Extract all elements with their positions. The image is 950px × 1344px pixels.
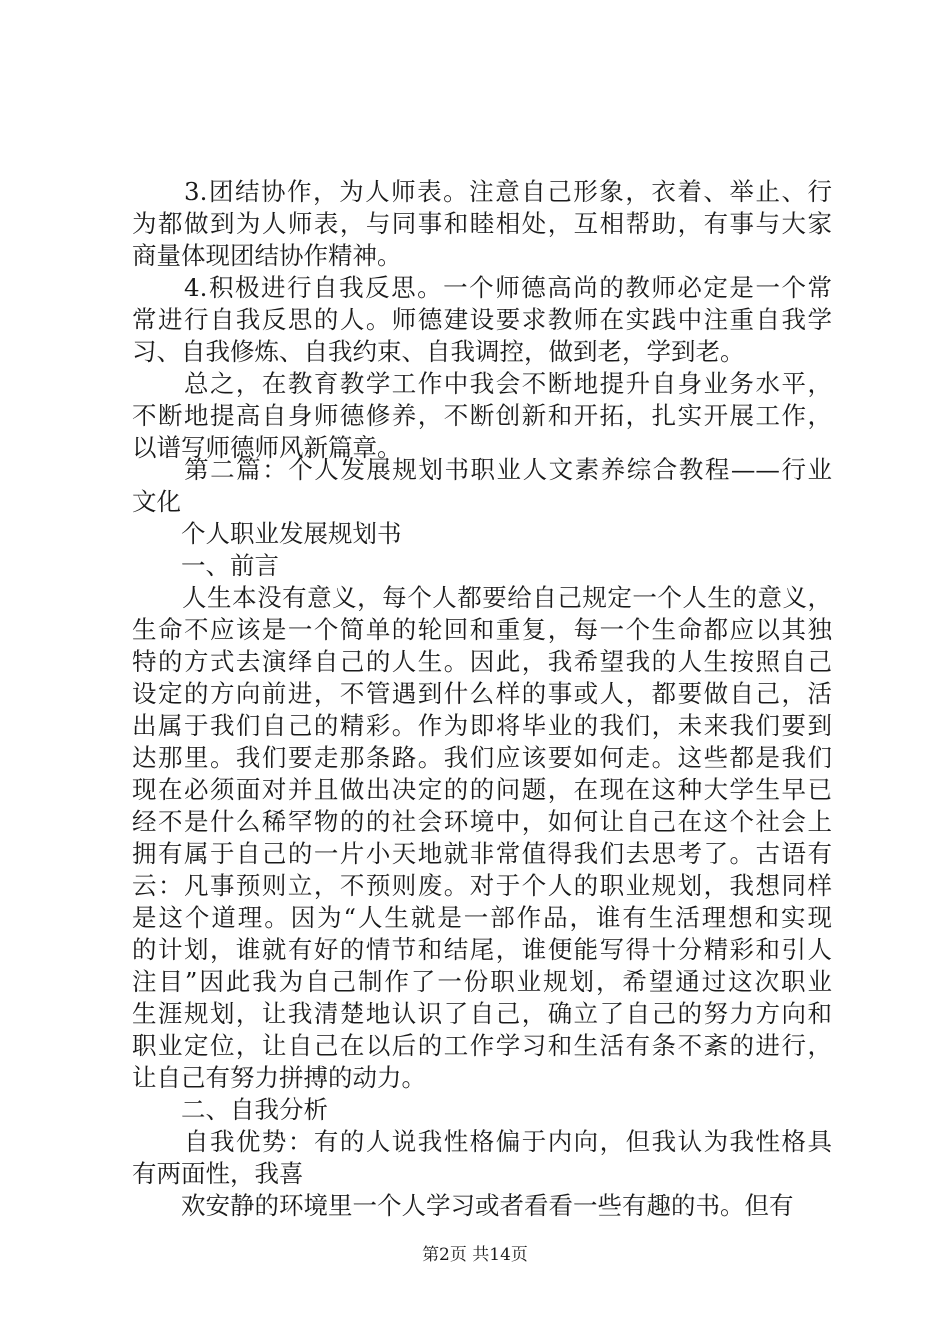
text-line: 4.积极进行自我反思。一个师德高尚的教师必定是一个常 bbox=[132, 273, 832, 302]
text-line: 现在必须面对并且做出决定的的问题，在现在这种大学生早已 bbox=[132, 775, 832, 804]
text-line: 3.团结协作，为人师表。注意自己形象，衣着、举止、行 bbox=[132, 177, 832, 206]
text-line: 自我优势：有的人说我性格偏于内向，但我认为我性格具 bbox=[132, 1127, 832, 1156]
text-line: 的计划，谁就有好的情节和结尾，谁便能写得十分精彩和引人 bbox=[132, 935, 832, 964]
text-line: 二、自我分析 bbox=[132, 1095, 328, 1124]
text-line: 让自己有努力拼搏的动力。 bbox=[132, 1063, 426, 1092]
text-line: 以谱写师德师风新篇章。 bbox=[132, 433, 402, 462]
text-line: 第二篇：个人发展规划书职业人文素养综合教程——行业 bbox=[132, 455, 832, 484]
text-line: 人生本没有意义，每个人都要给自己规定一个人生的意义， bbox=[132, 583, 832, 612]
text-line: 生涯规划，让我清楚地认识了自己，确立了自己的努力方向和 bbox=[132, 999, 832, 1028]
text-line: 有两面性，我喜 bbox=[132, 1159, 304, 1188]
text-line: 总之，在教育教学工作中我会不断地提升自身业务水平， bbox=[132, 369, 832, 398]
text-line: 为都做到为人师表，与同事和睦相处，互相帮助，有事与大家 bbox=[132, 209, 832, 238]
text-line: 常进行自我反思的人。师德建设要求教师在实践中注重自我学 bbox=[132, 305, 832, 334]
text-line: 达那里。我们要走那条路。我们应该要如何走。这些都是我们 bbox=[132, 743, 832, 772]
text-line: 出属于我们自己的精彩。作为即将毕业的我们，未来我们要到 bbox=[132, 711, 832, 740]
page-footer: 第2页 共14页 bbox=[422, 1245, 528, 1265]
text-line: 习、自我修炼、自我约束、自我调控，做到老，学到老。 bbox=[132, 337, 745, 366]
text-line: 设定的方向前进，不管遇到什么样的事或人，都要做自己，活 bbox=[132, 679, 832, 708]
text-line: 个人职业发展规划书 bbox=[132, 519, 402, 548]
text-line: 欢安静的环境里一个人学习或者看看一些有趣的书。但有 bbox=[132, 1191, 794, 1220]
text-line: 云：凡事预则立，不预则废。对于个人的职业规划，我想同样 bbox=[132, 871, 832, 900]
text-line: 不断地提高自身师德修养，不断创新和开拓，扎实开展工作， bbox=[132, 401, 832, 430]
text-line: 特的方式去演绎自己的人生。因此，我希望我的人生按照自己 bbox=[132, 647, 832, 676]
text-line: 商量体现团结协作精神。 bbox=[132, 241, 402, 270]
text-line: 拥有属于自己的一片小天地就非常值得我们去思考了。古语有 bbox=[132, 839, 832, 868]
text-line: 职业定位，让自己在以后的工作学习和生活有条不紊的进行， bbox=[132, 1031, 832, 1060]
text-line: 生命不应该是一个简单的轮回和重复，每一个生命都应以其独 bbox=[132, 615, 832, 644]
text-line: 是这个道理。因为“人生就是一部作品，谁有生活理想和实现 bbox=[132, 903, 832, 932]
text-line: 文化 bbox=[132, 487, 181, 516]
text-line: 经不是什么稀罕物的的社会环境中，如何让自己在这个社会上 bbox=[132, 807, 832, 836]
text-line: 注目”因此我为自己制作了一份职业规划，希望通过这次职业 bbox=[132, 967, 832, 996]
text-line: 一、前言 bbox=[132, 551, 279, 580]
